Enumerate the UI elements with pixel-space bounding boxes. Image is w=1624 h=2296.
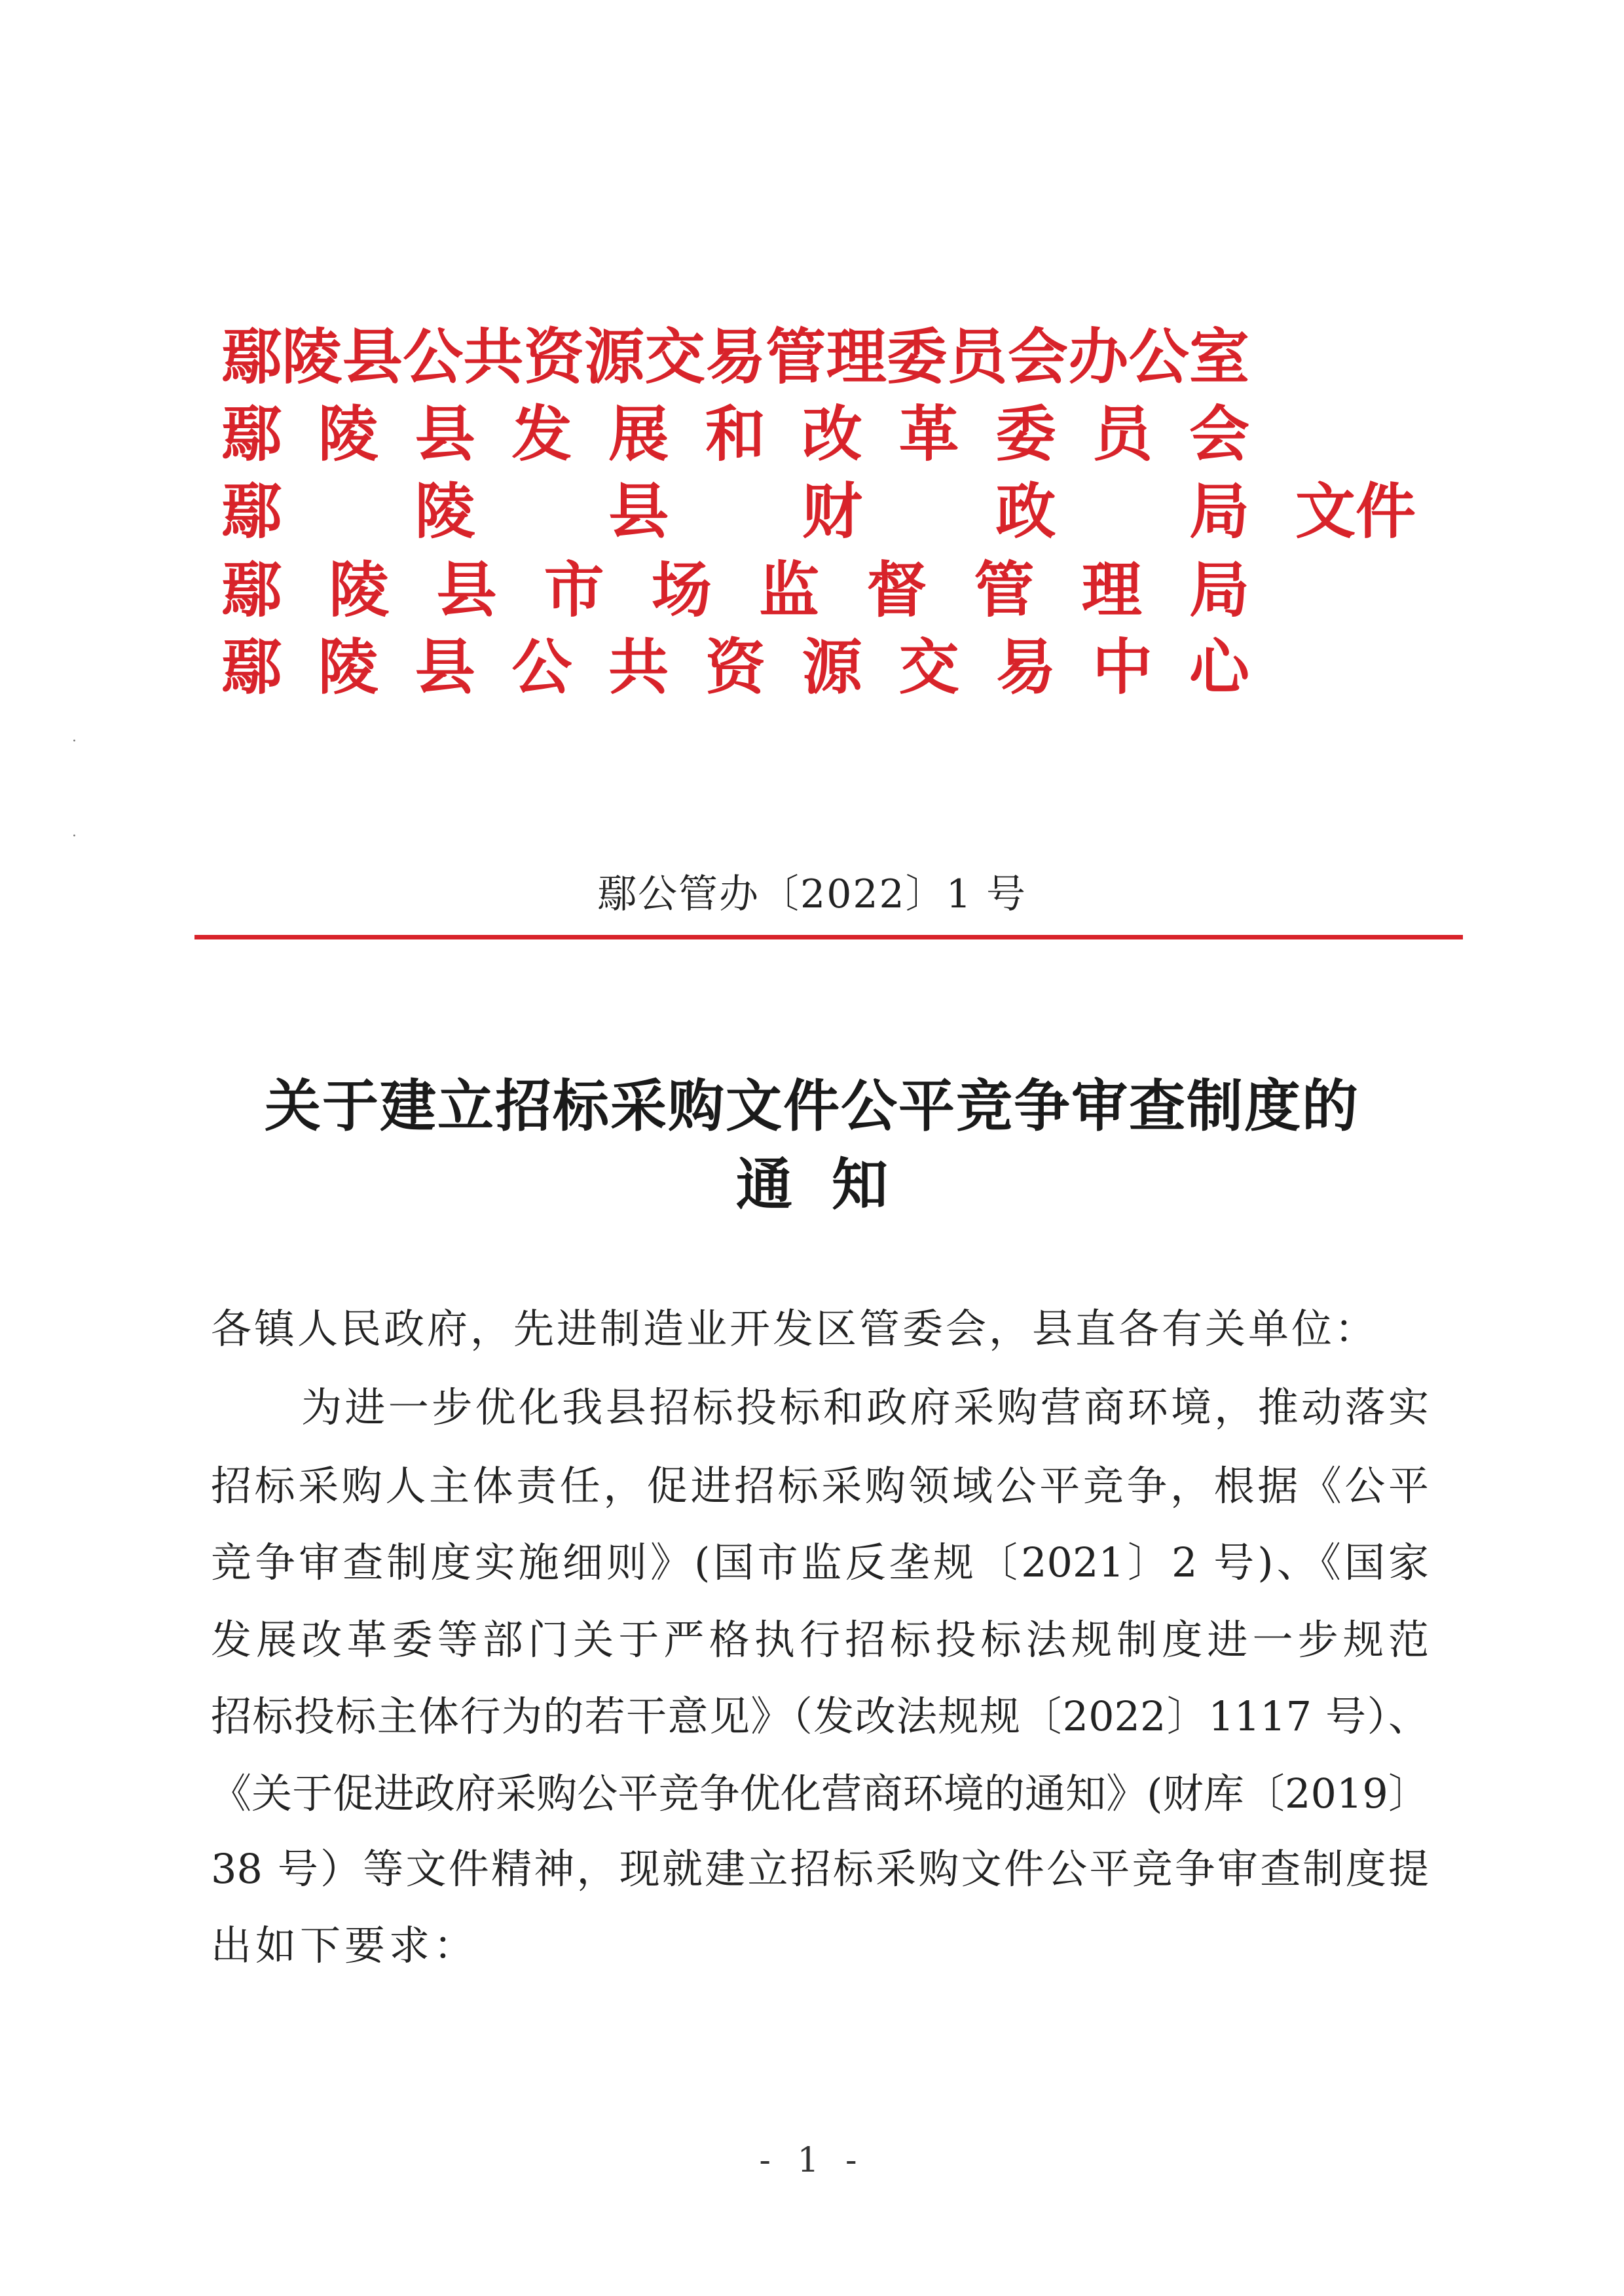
issuer-row-5 [221, 623, 1249, 702]
issuer-char: 资 [705, 632, 766, 702]
issuer-char: 源 [802, 632, 862, 702]
issuer-char: 陵 [318, 632, 378, 702]
issuer-char: 鄢 [221, 476, 282, 547]
issuer-char: 中 [1092, 632, 1153, 702]
issuer-char: 员 [1092, 399, 1153, 469]
body-line: 38 号）等文件精神，现就建立招标采购文件公平竞争审查制度提 [211, 1845, 1429, 1893]
issuer-row-1 [221, 313, 1249, 392]
issuer-char: 鄢 [221, 399, 282, 469]
issuer-char: 改 [802, 399, 862, 469]
issuer-char: 局 [1189, 555, 1249, 625]
issuer-char: 督 [866, 555, 927, 625]
body-line: 为进一步优化我县招标投标和政府采购营商环境，推动落实 [301, 1383, 1429, 1431]
body-line: 竞争审查制度实施细则》(国市监反垄规〔2021〕2 号)、《国家 [211, 1539, 1429, 1586]
issuer-char: 革 [898, 399, 959, 469]
issuer-char: 县 [436, 555, 497, 625]
document-suffix-label: 文件 [1295, 476, 1416, 547]
document-number: 鄢公管办〔2022〕1 号 [597, 871, 1027, 917]
body-line: 《关于促进政府采购公平竞争优化营商环境的通知》(财库〔2019〕 [211, 1770, 1429, 1817]
issuer-char: 心 [1189, 632, 1249, 702]
salutation: 各镇人民政府，先进制造业开发区管委会，县直各有关单位： [211, 1305, 1378, 1353]
issuer-1-name: 鄢陵县公共资源交易管理委员会办公室 [221, 321, 1249, 392]
issuer-char: 市 [544, 555, 604, 625]
issuer-char: 委 [995, 399, 1056, 469]
issuer-char: 监 [759, 555, 820, 625]
issuer-char: 局 [1189, 476, 1249, 547]
issuer-row-2 [221, 390, 1249, 469]
issuer-row-3 [221, 467, 1249, 546]
issuer-char: 鄢 [221, 632, 282, 702]
issuer-char: 县 [608, 476, 669, 547]
issuer-char: 陵 [415, 476, 475, 547]
notice-title-line-1: 关于建立招标采购文件公平竞争审查制度的 [265, 1073, 1359, 1139]
scan-mark: · [72, 828, 77, 845]
issuer-char: 共 [608, 632, 669, 702]
notice-title-line-2: 通知 [736, 1152, 927, 1218]
issuer-char: 财 [802, 476, 862, 547]
issuer-char: 易 [995, 632, 1056, 702]
body-line: 招标投标主体行为的若干意见》（发改法规规〔2022〕1117 号）、 [211, 1692, 1429, 1740]
scan-mark: · [72, 733, 77, 750]
issuer-char: 场 [651, 555, 712, 625]
issuer-char: 公 [511, 632, 572, 702]
body-line: 招标采购人主体责任，促进招标采购领域公平竞争，根据《公平 [211, 1462, 1429, 1510]
issuer-char: 陵 [329, 555, 390, 625]
red-divider-line [194, 935, 1463, 939]
body-line: 出如下要求： [211, 1922, 479, 1969]
issuer-char: 理 [1081, 555, 1142, 625]
page-number: - 1 - [759, 2141, 865, 2180]
issuer-char: 管 [974, 555, 1035, 625]
document-suffix [1295, 467, 1416, 546]
issuer-char: 鄢 [221, 555, 282, 625]
issuer-char: 展 [608, 399, 669, 469]
issuer-char: 会 [1189, 399, 1249, 469]
issuer-row-4 [221, 546, 1249, 625]
issuer-char: 政 [995, 476, 1056, 547]
issuer-char: 陵 [318, 399, 378, 469]
issuer-char: 交 [898, 632, 959, 702]
issuer-char: 县 [415, 399, 475, 469]
issuer-char: 发 [511, 399, 572, 469]
issuer-char: 县 [415, 632, 475, 702]
issuer-char: 和 [705, 399, 766, 469]
body-line: 发展改革委等部门关于严格执行招标投标法规制度进一步规范 [211, 1616, 1429, 1664]
